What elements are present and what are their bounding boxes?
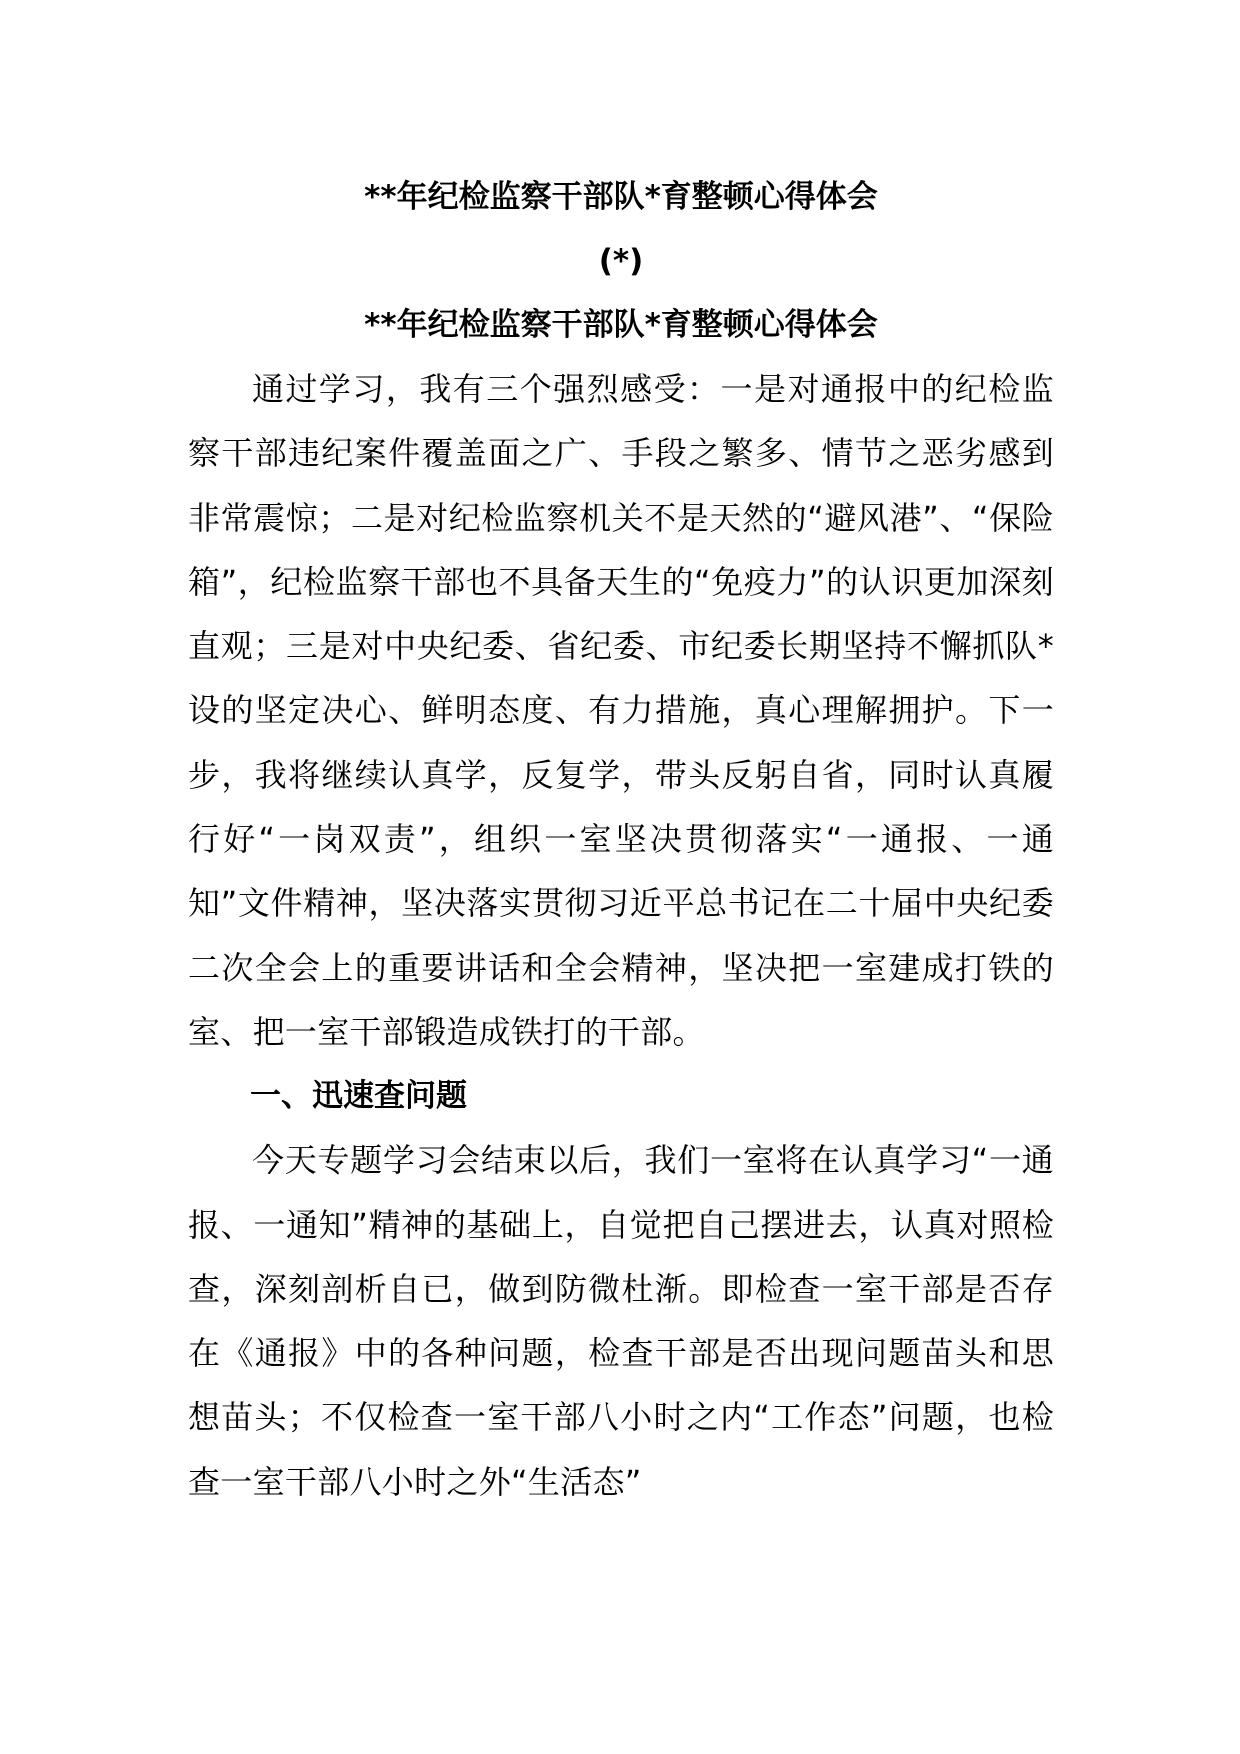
- intro-paragraph: 通过学习，我有三个强烈感受：一是对通报中的纪检监察干部违纪案件覆盖面之广、手段之繁多、情节之恶劣感到非常震惊；二是对纪检监察机关不是天然的“避风港”、“保险箱”，纪检监察干部也不具备天生的“免疫力”的认识更加深刻直观；三是对中央纪委、省纪委、市纪委长期坚持不懈抓队*设的坚定决心、鲜明态度、有力措施，真心理解拥护。下一步，我将继续认真学，反复学，带头反躬自省，同时认真履行好“一岗双责”，组织一室坚决贯彻落实“一通报、一通知”文件精神，坚决落实贯彻习近平总书记在二十届中央纪委二次全会上的重要讲话和全会精神，坚决把一室建成打铁的室、把一室干部锻造成铁打的干部。: [188, 370, 1054, 1051]
- document-page: [188, 165, 1054, 1514]
- section-heading: 一、迅速查问题: [250, 1078, 467, 1115]
- document-title: **年纪检监察干部队*育整顿心得体会: [364, 179, 878, 215]
- document-title-repeat: **年纪检监察干部队*育整顿心得体会: [364, 307, 878, 343]
- document-subtitle: (*): [598, 243, 644, 279]
- section-paragraph: 今天专题学习会结束以后，我们一室将在认真学习“一通报、一通知”精神的基础上，自觉把自己摆进去，认真对照检查，深刻剖析自已，做到防微杜渐。即检查一室干部是否存在《通报》中的各种问题，检查干部是否出现问题苗头和思想苗头；不仅检查一室干部八小时之内“工作态”问题，也检查一室干部八小时之外“生活态”: [188, 1141, 1054, 1501]
